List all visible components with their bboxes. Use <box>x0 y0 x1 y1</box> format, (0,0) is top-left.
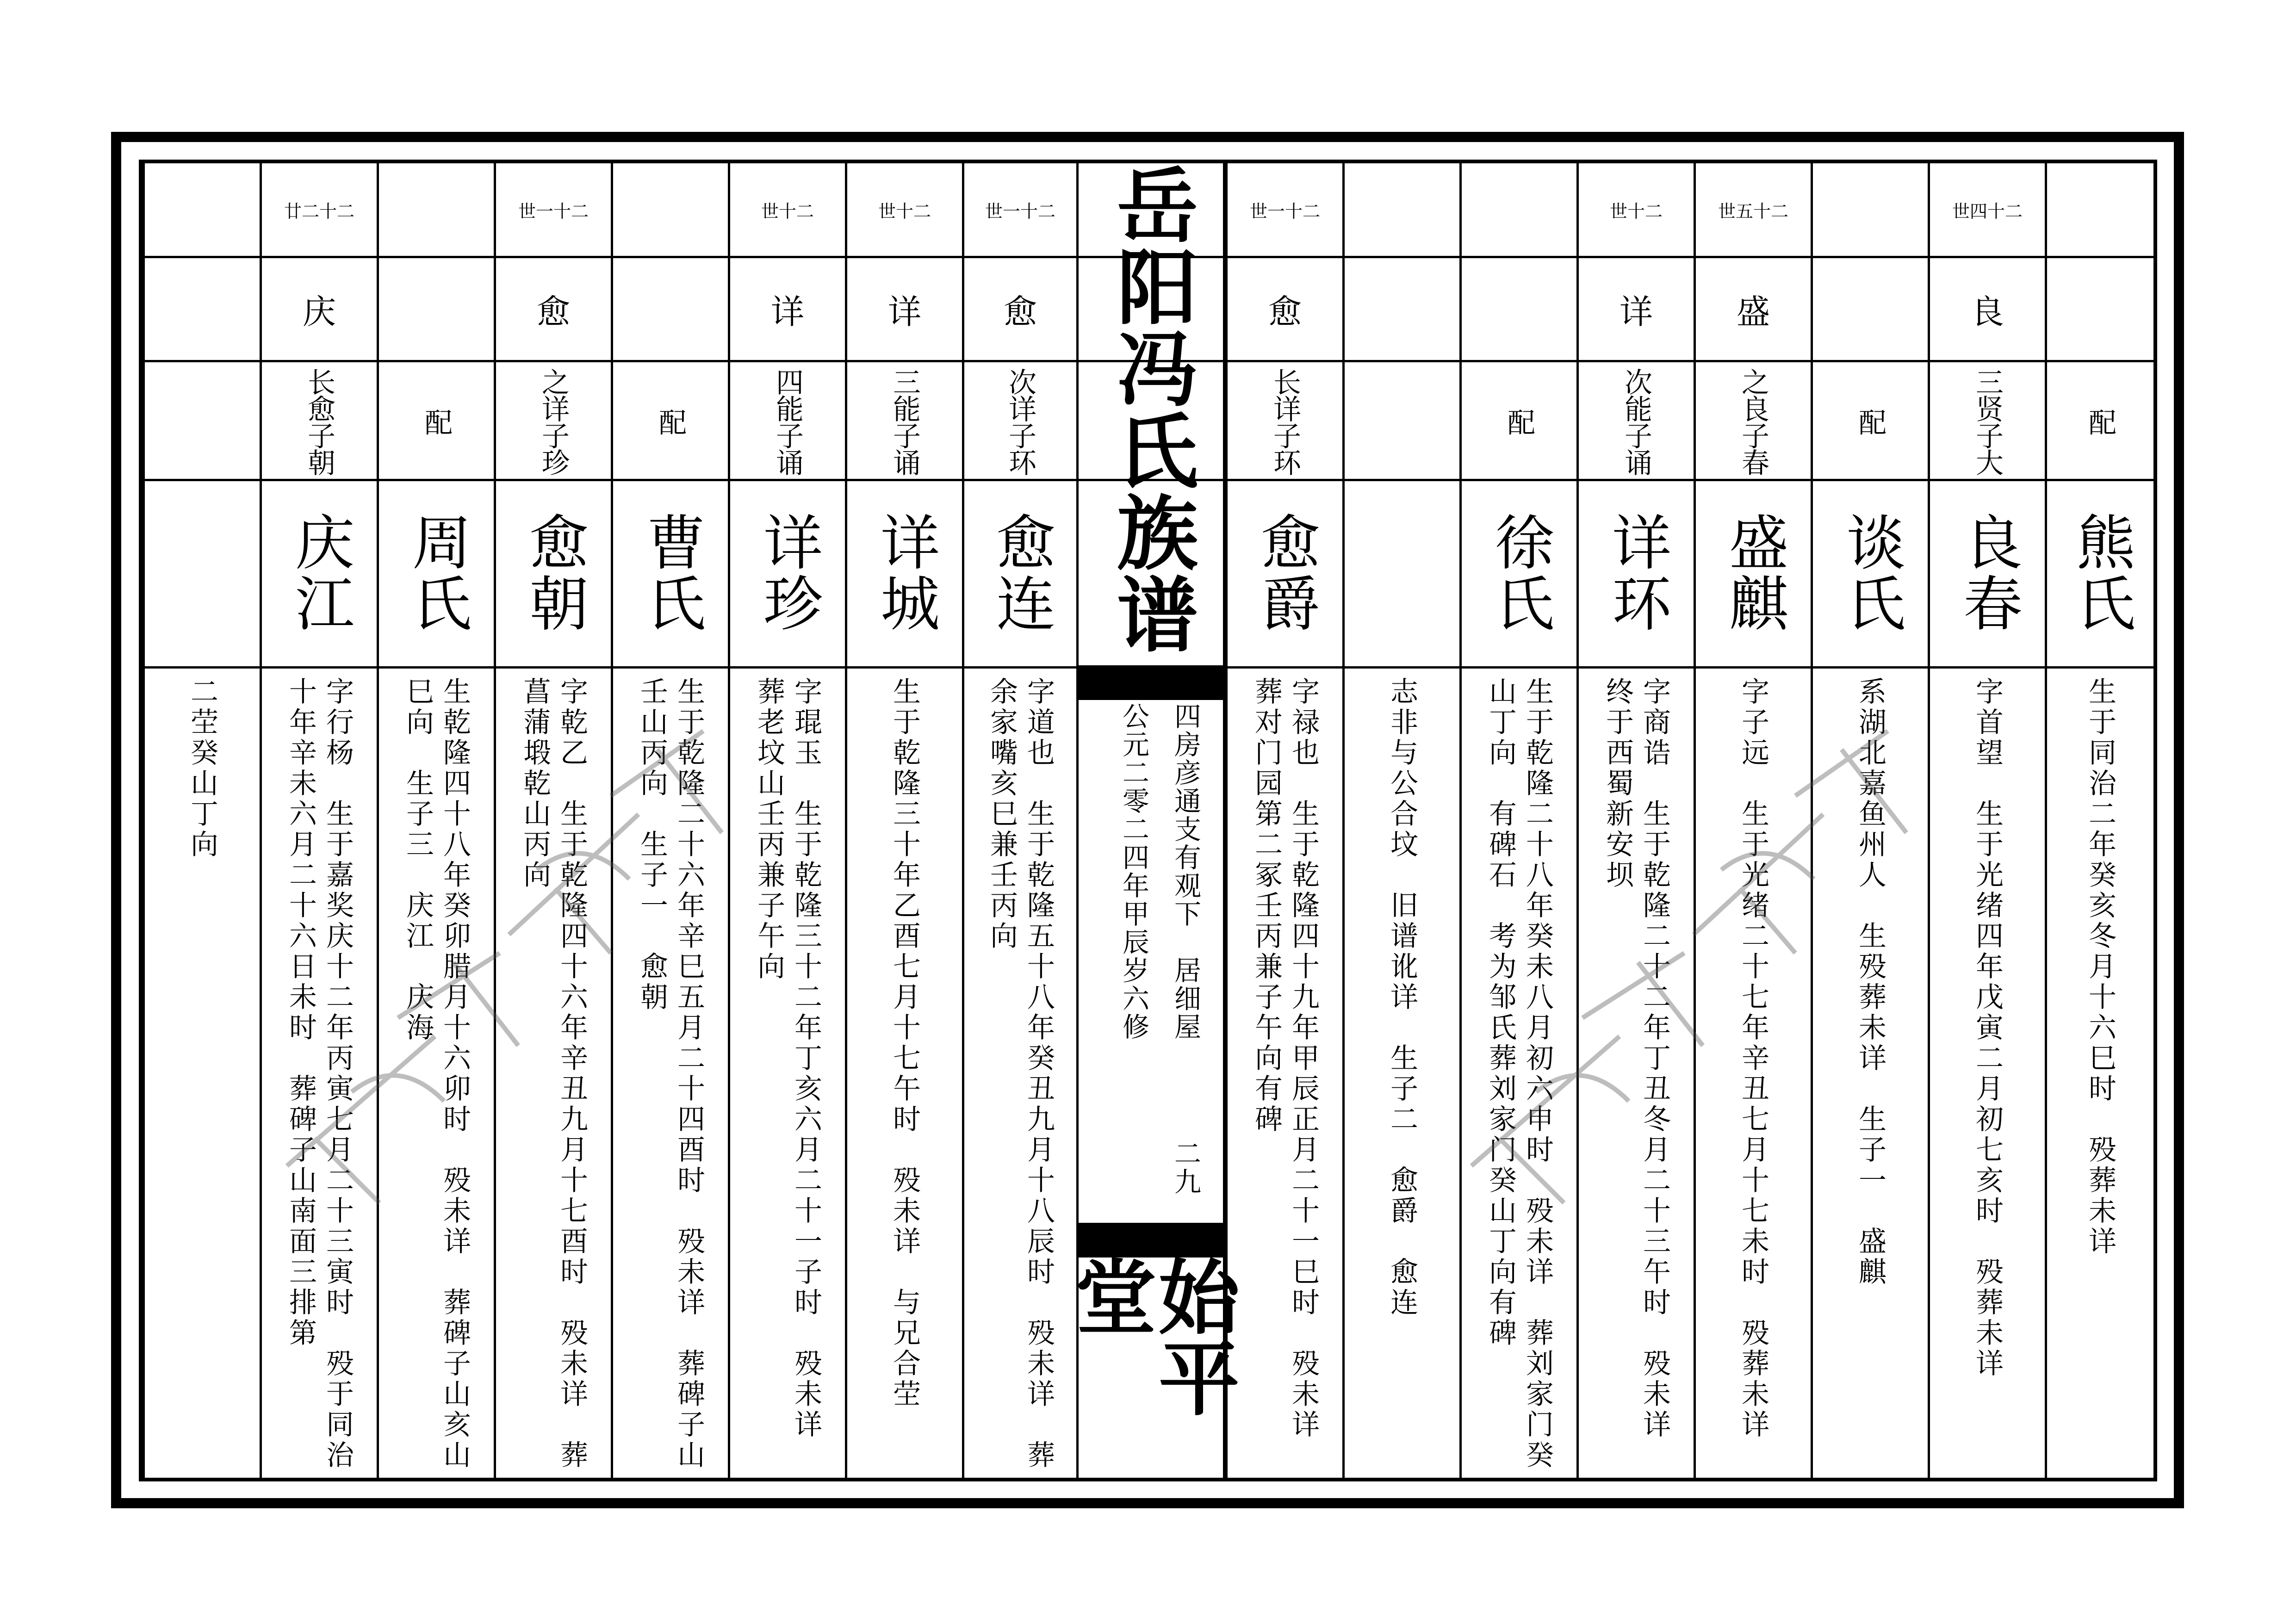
generation-label: 世十二 <box>761 201 814 222</box>
column-bio: 字乾乙 生于乾隆四十六年辛丑九月十七酉时 殁未详 葬菖蒲塅乾山丙向 <box>519 677 588 1471</box>
genealogy-column <box>611 163 728 1478</box>
person-name: 愈爵 <box>1251 512 1320 634</box>
relation-label: 配 <box>654 408 687 435</box>
generation-label: 世一十二 <box>985 201 1055 222</box>
person-name: 详城 <box>870 512 939 634</box>
genealogy-column <box>728 163 845 1478</box>
relation-label: 配 <box>420 408 453 435</box>
page-number: 二九 <box>1170 1140 1201 1196</box>
relation-label: 四能子诵 <box>771 367 804 475</box>
genealogy-column <box>845 163 962 1478</box>
generation-label: 世十二 <box>1609 201 1663 222</box>
relation-label: 三贤子大 <box>1971 367 2004 475</box>
column-bio: 二茔癸山丁向 <box>186 677 218 860</box>
genealogy-column <box>1928 163 2045 1478</box>
relation-label: 配 <box>1503 408 1535 435</box>
generation-character: 愈 <box>1268 292 1302 331</box>
genealogy-column <box>143 163 260 1478</box>
column-bio: 生于乾隆二十八年癸未八月初六申时 殁未详 葬刘家门癸山丁向 有碑石 考为邹氏葬刘家门癸山丁向有碑 <box>1484 677 1554 1471</box>
column-bio: 字商诰 生于乾隆二十二年丁丑冬月二十三午时 殁未详 终于西蜀新安坝 <box>1601 677 1671 1471</box>
genealogy-column <box>962 163 1076 1478</box>
spine-info <box>1079 665 1223 1258</box>
fishtail-top <box>1079 668 1223 700</box>
relation-label: 三能子诵 <box>888 367 921 475</box>
genealogy-column <box>494 163 611 1478</box>
column-bio: 生于乾隆二十六年辛巳五月二十四酉时 殁未详 葬碑子山壬山丙向 生子一 愈朝 <box>636 677 705 1471</box>
genealogy-column <box>377 163 494 1478</box>
edition-date: 公元二零二四年甲辰岁六修 <box>1118 702 1149 1041</box>
generation-character: 良 <box>1970 292 2004 331</box>
center-spine <box>1062 163 1240 1478</box>
branch-label: 四房彦通支有观下 居细屋 <box>1170 702 1201 1041</box>
person-name: 愈朝 <box>519 512 588 634</box>
column-bio: 字子远 生于光绪二十七年辛丑七月十七未时 殁葬未详 <box>1737 677 1769 1440</box>
relation-label: 配 <box>2084 408 2116 435</box>
generation-label: 世一十二 <box>518 201 589 222</box>
generation-label: 世五十二 <box>1718 201 1788 222</box>
generation-character: 详 <box>887 292 921 331</box>
genealogy-column <box>1694 163 1811 1478</box>
column-bio: 字禄也 生于乾隆四十九年甲辰正月二十一巳时 殁未详 葬对门园第二冢壬丙兼子午向有碑 <box>1250 677 1320 1471</box>
relation-label: 之详子珍 <box>537 367 570 475</box>
genealogy-column <box>1225 163 1342 1478</box>
person-name: 庆江 <box>285 512 354 634</box>
person-name: 熊氏 <box>2066 512 2135 634</box>
relation-label: 次能子诵 <box>1620 367 1652 475</box>
genealogy-column <box>1811 163 1928 1478</box>
person-name: 曹氏 <box>636 512 705 634</box>
generation-character: 愈 <box>536 292 570 331</box>
genealogy-column <box>1459 163 1576 1478</box>
genealogy-column <box>2045 163 2153 1478</box>
column-bio: 系湖北嘉鱼州人 生殁葬未详 生子一 盛麒 <box>1854 677 1886 1288</box>
genealogy-column <box>260 163 377 1478</box>
person-name: 愈连 <box>986 512 1055 634</box>
generation-character: 盛 <box>1736 292 1770 331</box>
person-name: 详环 <box>1602 512 1671 634</box>
generation-character: 愈 <box>1003 292 1037 331</box>
column-bio: 字琨玉 生于乾隆三十二年丁亥六月二十一子时 殁未详 葬老坟山壬丙兼子午向 <box>753 677 822 1471</box>
person-name: 徐氏 <box>1485 512 1554 634</box>
person-name: 详珍 <box>753 512 822 634</box>
relation-label: 次详子环 <box>1004 367 1036 475</box>
book-title: 岳阳冯氏族谱 <box>1104 163 1198 655</box>
generation-character: 详 <box>1619 292 1653 331</box>
hall-name: 始平堂 <box>1062 1255 1240 1417</box>
person-name: 良春 <box>1953 512 2022 634</box>
column-bio: 志非与公合坟 旧谱讹详 生子二 愈爵 愈连 <box>1386 677 1418 1318</box>
column-bio: 字首望 生于光绪四年戊寅二月初七亥时 殁葬未详 <box>1971 677 2004 1379</box>
generation-character: 详 <box>770 292 804 331</box>
column-bio: 生乾隆四十八年癸卯腊月十六卯时 殁未详 葬碑子山亥山巳向 生子三 庆江 庆海 <box>402 677 471 1471</box>
generation-label: 世十二 <box>878 201 931 222</box>
generation-character: 庆 <box>302 292 336 331</box>
generation-label: 廿二十二 <box>284 201 354 222</box>
relation-label: 之良子春 <box>1737 367 1769 475</box>
genealogy-column <box>1342 163 1459 1478</box>
relation-label: 长愈子朝 <box>303 367 335 475</box>
fishtail-bottom <box>1079 1223 1223 1255</box>
person-name: 谈氏 <box>1836 512 1905 634</box>
person-name: 周氏 <box>402 512 471 634</box>
column-bio: 字道也 生于乾隆五十八年癸丑九月十八辰时 殁未详 葬余家嘴亥巳兼壬丙向 <box>986 677 1055 1471</box>
column-bio: 字行杨 生于嘉奖庆十二年丙寅七月二十三寅时 殁于同治十年辛未六月二十六日未时 葬碑子山南面三排第 <box>285 677 354 1471</box>
generation-label: 世一十二 <box>1249 201 1320 222</box>
person-name: 盛麒 <box>1719 512 1788 634</box>
generation-label: 世四十二 <box>1952 201 2023 222</box>
relation-label: 配 <box>1854 408 1886 435</box>
relation-label: 长详子环 <box>1269 367 1301 475</box>
genealogy-column <box>1576 163 1694 1478</box>
column-bio: 生于乾隆三十年乙酉七月十七午时 殁未详 与兄合茔 <box>888 677 921 1410</box>
column-bio: 生于同治二年癸亥冬月十六巳时 殁葬未详 <box>2084 677 2116 1257</box>
